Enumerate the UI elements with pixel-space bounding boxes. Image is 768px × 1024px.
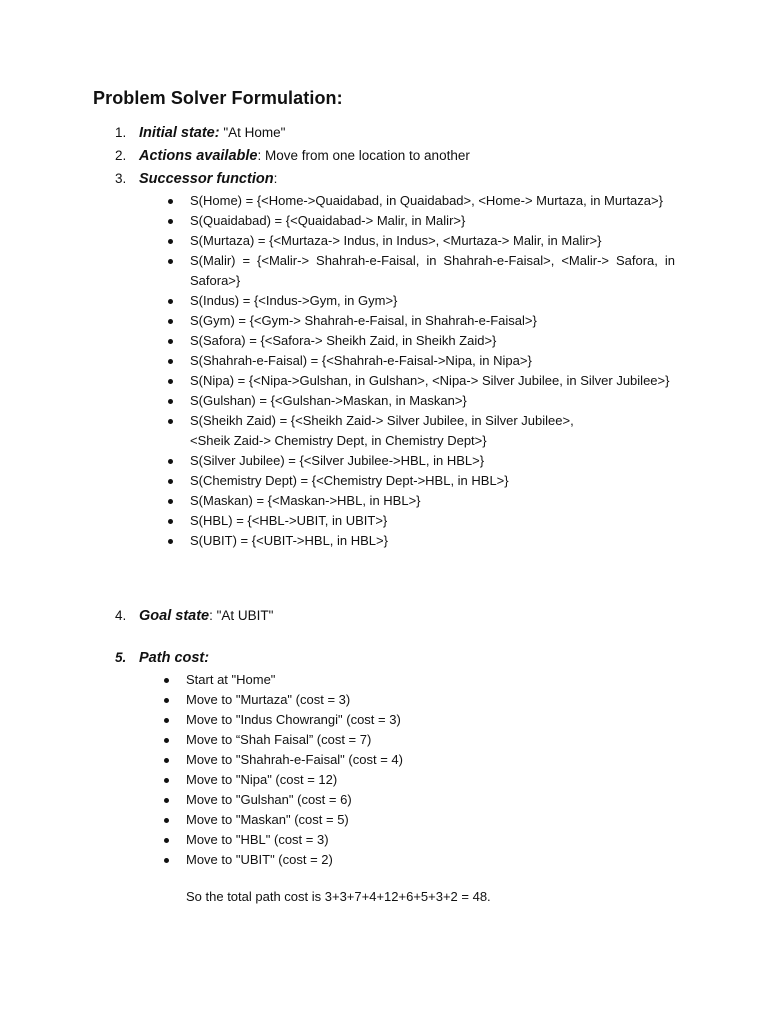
list-item: S(Silver Jubilee) = {<Silver Jubilee->HBL, in HBL>} bbox=[166, 451, 675, 471]
item-number: 4. bbox=[115, 608, 127, 623]
bullet-icon bbox=[168, 259, 173, 264]
bullet-icon bbox=[168, 479, 173, 484]
bullet-icon bbox=[164, 678, 169, 683]
list-item: Move to "UBIT" (cost = 2) bbox=[162, 850, 582, 870]
bullet-icon bbox=[168, 519, 173, 524]
successor-list bbox=[166, 191, 675, 551]
item-label: Actions available bbox=[139, 148, 258, 164]
list-item: Start at "Home" bbox=[162, 670, 582, 690]
item-number: 5. bbox=[115, 650, 127, 665]
list-item: S(Maskan) = {<Maskan->HBL, in HBL>} bbox=[166, 491, 675, 511]
bullet-icon bbox=[168, 499, 173, 504]
bullet-icon bbox=[164, 698, 169, 703]
bullet-icon bbox=[164, 718, 169, 723]
bullet-icon bbox=[168, 299, 173, 304]
bullet-icon bbox=[168, 219, 173, 224]
item-label: Path cost: bbox=[139, 650, 210, 666]
list-item: S(Sheikh Zaid) = {<Sheikh Zaid-> Silver Jubilee, in Silver Jubilee>, <Sheik Zaid-> Chemistry Dept, in Chemistry Dept>} bbox=[166, 411, 675, 451]
list-item: S(Nipa) = {<Nipa->Gulshan, in Gulshan>, <Nipa-> Silver Jubilee, in Silver Jubilee>} bbox=[166, 371, 675, 391]
list-item: Move to “Shah Faisal” (cost = 7) bbox=[162, 730, 582, 750]
list-item: Move to "HBL" (cost = 3) bbox=[162, 830, 582, 850]
bullet-icon bbox=[168, 379, 173, 384]
bullet-icon bbox=[168, 419, 173, 424]
list-item: S(Safora) = {<Safora-> Sheikh Zaid, in Sheikh Zaid>} bbox=[166, 331, 675, 351]
list-item: S(Gulshan) = {<Gulshan->Maskan, in Maskan>} bbox=[166, 391, 675, 411]
bullet-icon bbox=[168, 539, 173, 544]
item-text: : "At UBIT" bbox=[209, 608, 274, 623]
bullet-icon bbox=[168, 459, 173, 464]
item-text: "At Home" bbox=[219, 125, 286, 140]
item-label: Successor function bbox=[139, 171, 274, 187]
bullet-icon bbox=[168, 339, 173, 344]
list-item: S(UBIT) = {<UBIT->HBL, in HBL>} bbox=[166, 531, 675, 551]
list-item: S(HBL) = {<HBL->UBIT, in UBIT>} bbox=[166, 511, 675, 531]
bullet-icon bbox=[168, 199, 173, 204]
bullet-icon bbox=[168, 239, 173, 244]
list-item: Move to "Shahrah-e-Faisal" (cost = 4) bbox=[162, 750, 582, 770]
item-text: : Move from one location to another bbox=[257, 148, 470, 163]
list-item: S(Quaidabad) = {<Quaidabad-> Malir, in Malir>} bbox=[166, 211, 675, 231]
item-actions-available bbox=[115, 148, 470, 164]
list-item: Move to "Maskan" (cost = 5) bbox=[162, 810, 582, 830]
item-initial-state bbox=[115, 125, 285, 141]
list-item: S(Home) = {<Home->Quaidabad, in Quaidabad>, <Home-> Murtaza, in Murtaza>} bbox=[166, 191, 675, 211]
item-number: 1. bbox=[115, 125, 127, 140]
path-step-list bbox=[162, 670, 582, 870]
item-path-cost bbox=[115, 650, 209, 666]
bullet-icon bbox=[168, 399, 173, 404]
list-item: Move to "Murtaza" (cost = 3) bbox=[162, 690, 582, 710]
list-item: S(Indus) = {<Indus->Gym, in Gym>} bbox=[166, 291, 675, 311]
item-text: : bbox=[273, 171, 278, 186]
bullet-icon bbox=[164, 758, 169, 763]
item-goal-state bbox=[115, 608, 273, 624]
list-item: S(Murtaza) = {<Murtaza-> Indus, in Indus>, <Murtaza-> Malir, in Malir>} bbox=[166, 231, 675, 251]
bullet-icon bbox=[164, 818, 169, 823]
list-item: S(Chemistry Dept) = {<Chemistry Dept->HBL, in HBL>} bbox=[166, 471, 675, 491]
bullet-icon bbox=[164, 798, 169, 803]
list-item: Move to "Nipa" (cost = 12) bbox=[162, 770, 582, 790]
item-number: 2. bbox=[115, 148, 127, 163]
bullet-icon bbox=[164, 738, 169, 743]
bullet-icon bbox=[164, 838, 169, 843]
list-item: Move to "Indus Chowrangi" (cost = 3) bbox=[162, 710, 582, 730]
list-item: S(Malir) = {<Malir-> Shahrah-e-Faisal, in Shahrah-e-Faisal>, <Malir-> Safora, in Safora>} bbox=[166, 251, 675, 291]
bullet-icon bbox=[164, 858, 169, 863]
item-label: Initial state: bbox=[139, 125, 220, 141]
list-item-continuation: <Sheik Zaid-> Chemistry Dept, in Chemistry Dept>} bbox=[190, 433, 487, 448]
list-item: S(Gym) = {<Gym-> Shahrah-e-Faisal, in Shahrah-e-Faisal>} bbox=[166, 311, 675, 331]
item-successor-function bbox=[115, 171, 277, 187]
list-item: S(Shahrah-e-Faisal) = {<Shahrah-e-Faisal->Nipa, in Nipa>} bbox=[166, 351, 675, 371]
bullet-icon bbox=[168, 359, 173, 364]
bullet-icon bbox=[168, 319, 173, 324]
total-path-cost: So the total path cost is 3+3+7+4+12+6+5+3+2 = 48. bbox=[186, 889, 491, 904]
item-number: 3. bbox=[115, 171, 127, 186]
bullet-icon bbox=[164, 778, 169, 783]
list-item: Move to "Gulshan" (cost = 6) bbox=[162, 790, 582, 810]
item-label: Goal state bbox=[139, 608, 210, 624]
page-title: Problem Solver Formulation: bbox=[93, 88, 343, 108]
